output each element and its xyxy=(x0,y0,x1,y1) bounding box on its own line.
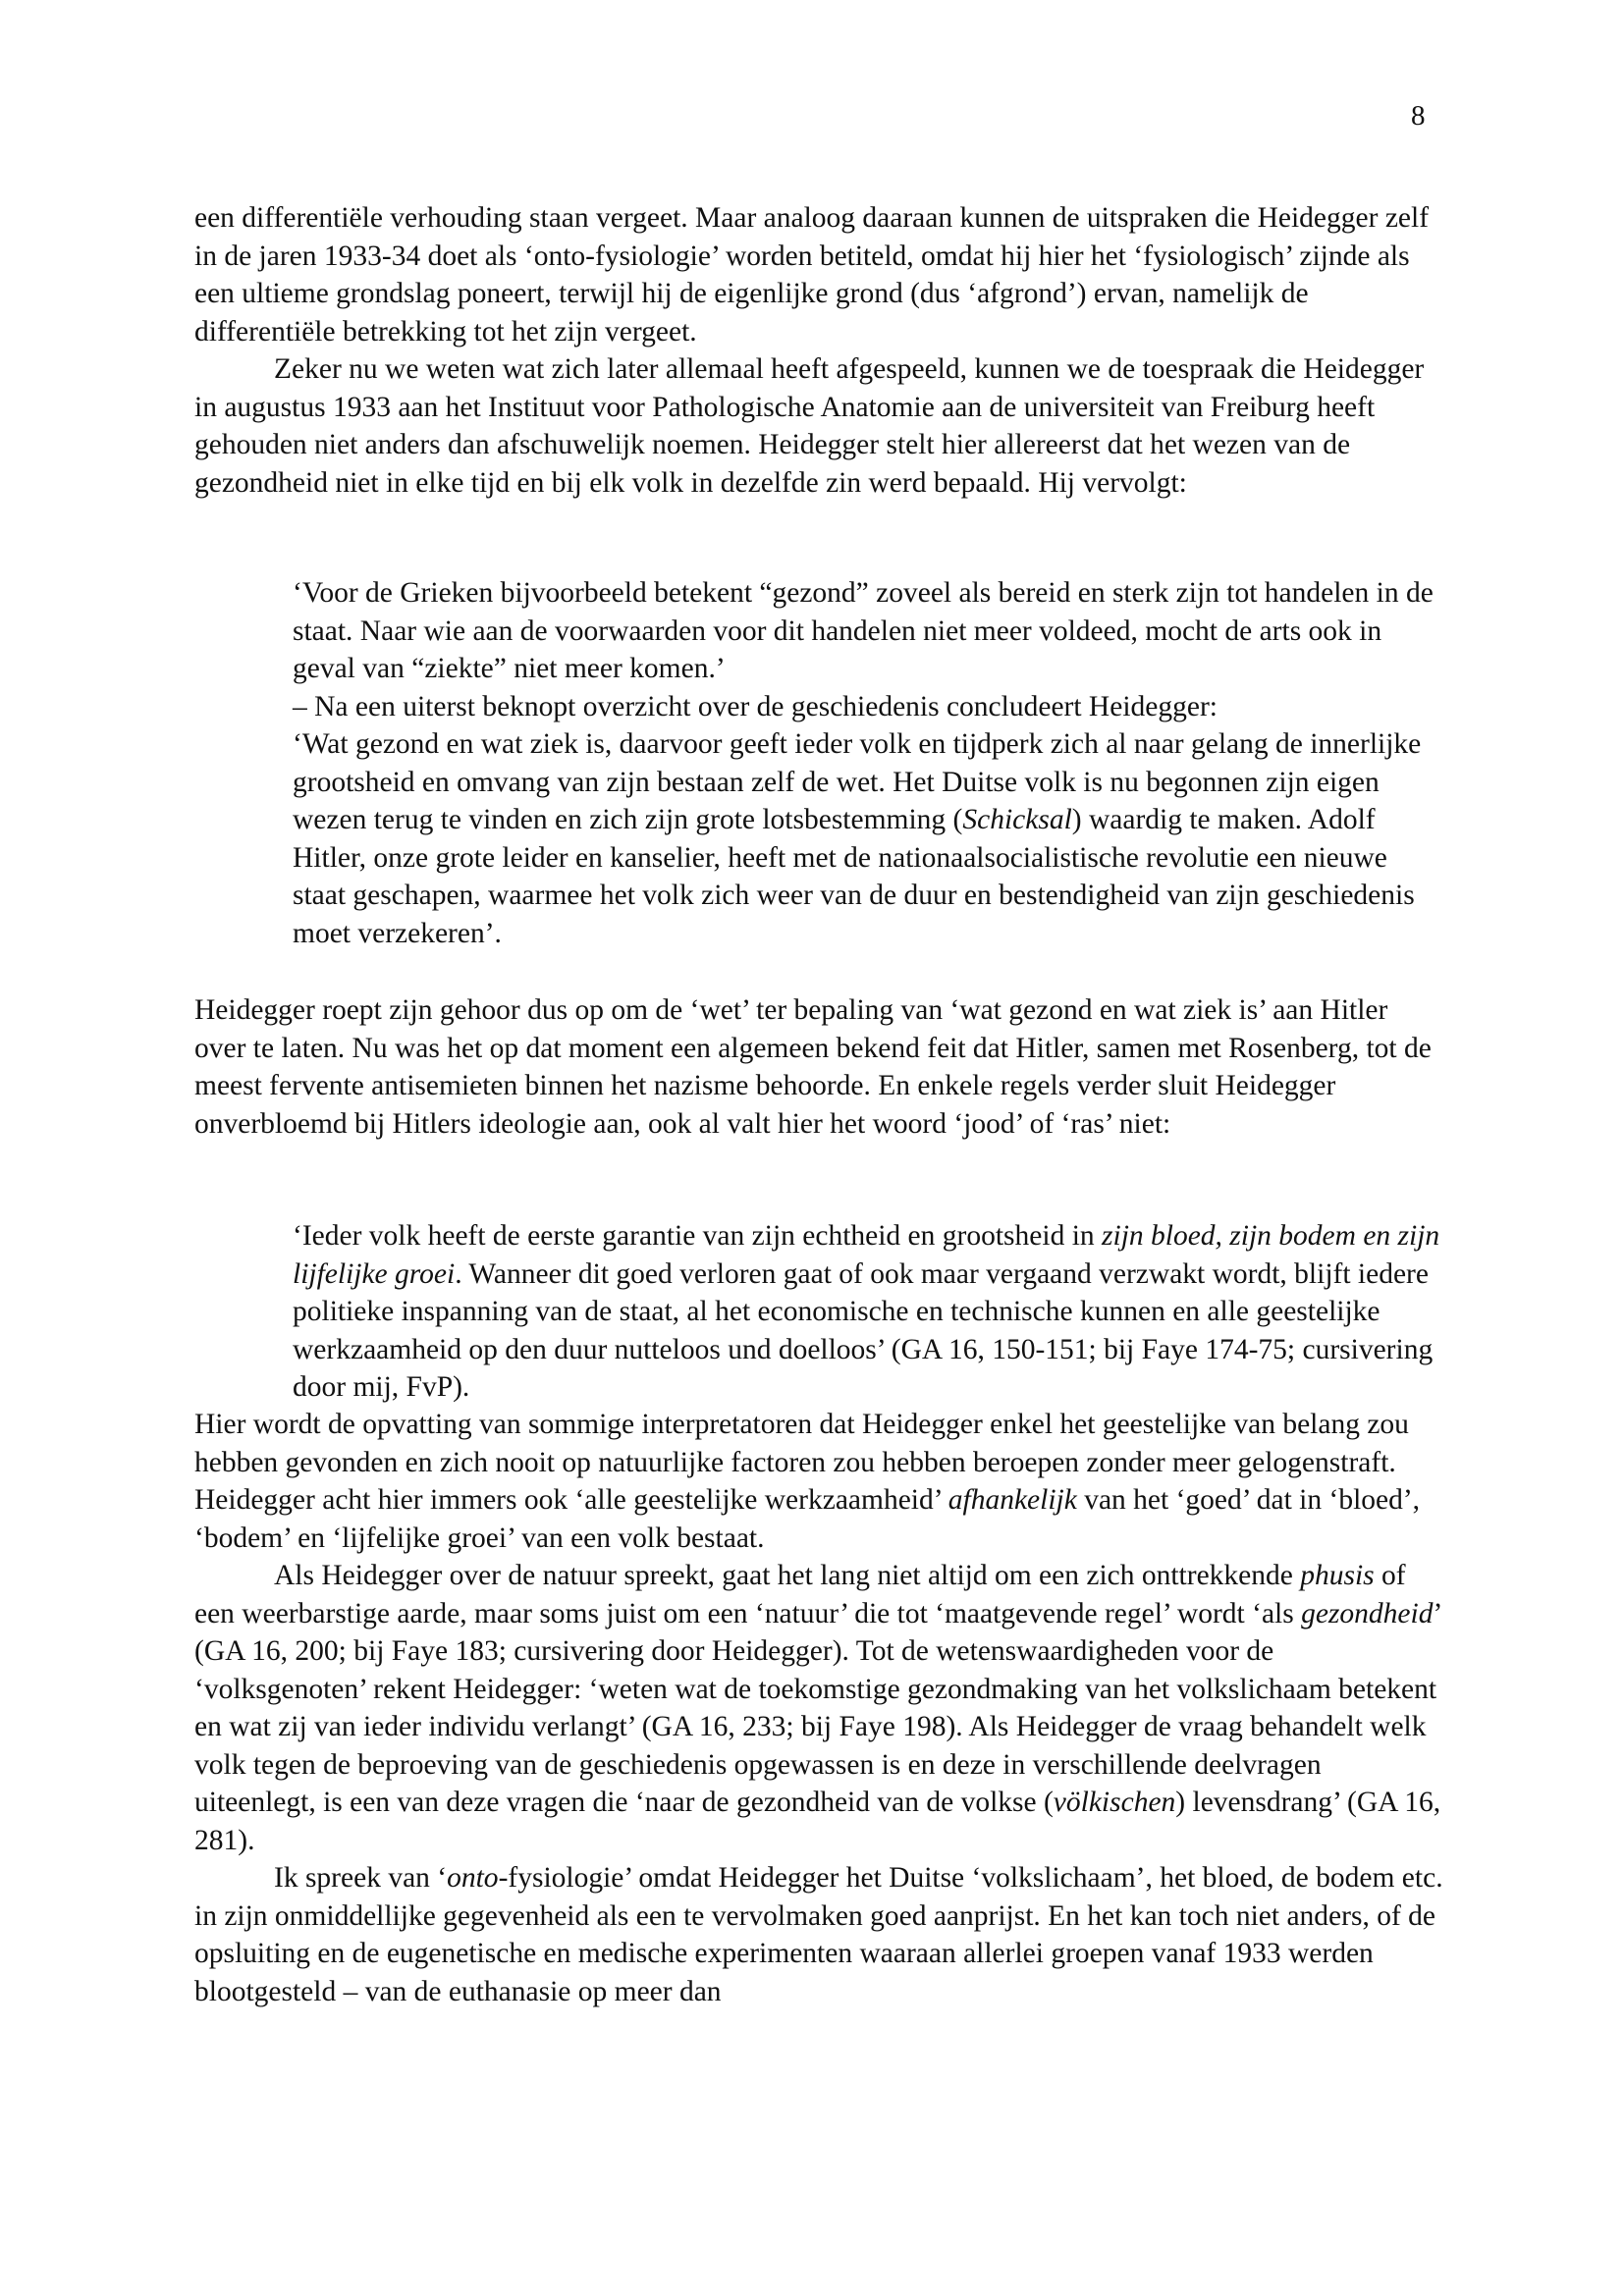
quote-paragraph xyxy=(293,725,1443,952)
quote-paragraph xyxy=(293,1217,1443,1407)
body-text-top xyxy=(194,199,1443,502)
text: ’ (GA 16, 200; bij Faye 183; cursivering door Heidegger). Tot de wetenswaardigheden voor de ‘volksgenoten’ rekent Heidegger: ‘weten wat de toekomstige gezondmaking van het volkslichaam betekent en wat zij van ieder individu verlangt’ (GA 16, 233; bij Faye 198). Als Heidegger de vraag behandelt welk volk tegen de beproeving van de geschiedenis opgewassen is en deze in verschillende deelvragen uiteenlegt, is een van deze vragen die ‘naar de gezondheid van de volkse ( xyxy=(194,1597,1441,1818)
text: Als Heidegger over de natuur spreekt, gaat het lang niet altijd om een zich onttrekkende xyxy=(274,1560,1301,1591)
text: van het ‘goed’ dat in ‘bloed’, ‘bodem’ en ‘lijfelijke groei’ van een volk bestaat. xyxy=(194,1484,1421,1554)
italic-term: onto xyxy=(447,1862,499,1894)
italic-term: Schicksal xyxy=(962,804,1072,835)
paragraph xyxy=(194,1859,1443,2010)
paragraph xyxy=(194,1406,1443,1557)
quote-paragraph: ‘Voor de Grieken bijvoorbeeld betekent “gezond” zoveel als bereid en sterk zijn tot handelen in de staat. Naar wie aan de voorwaarden voor dit handelen niet meer voldeed, mocht de arts ook in geval van “ziekte” niet meer komen.’ xyxy=(293,577,1434,684)
body-text-middle xyxy=(194,991,1443,1143)
paragraph: Heidegger roept zijn gehoor dus op om de ‘wet’ ter bepaling van ‘wat gezond en wat ziek is’ aan Hitler over te laten. Nu was het op dat moment een algemeen bekend feit dat Hitler, samen met Rosenberg, tot de meest fervente antisemieten binnen het nazisme behoorde. En enkele regels verder sluit Heidegger onverbloemd bij Hitlers ideologie aan, ook al valt hier het woord ‘jood’ of ‘ras’ niet: xyxy=(194,994,1432,1140)
block-quote-health xyxy=(293,574,1443,952)
text: -fysiologie’ omdat Heidegger het Duitse ‘volkslichaam’, het bloed, de bodem etc. in zijn onmiddellijke gegevenheid als een te vervolmaken goed aanprijst. En het kan toch niet anders, of de opsluiting en de eugenetische en medische experimenten waaraan allerlei groepen vanaf 1933 werden blootgesteld – van de euthanasie op meer dan xyxy=(194,1862,1443,2007)
quote-text: ‘Ieder volk heeft de eerste garantie van zijn echtheid en grootsheid in xyxy=(293,1220,1103,1252)
quote-paragraph: – Na een uiterst beknopt overzicht over de geschiedenis concludeert Heidegger: xyxy=(293,690,1218,722)
body-text-bottom xyxy=(194,1406,1443,2010)
text: Hier wordt de opvatting van sommige interpretatoren dat Heidegger enkel het geestelijke van belang zou hebben gevonden en zich nooit op natuurlijke factoren zou hebben beroepen zonder meer gelogenstraft. Heidegger acht hier immers ook ‘alle geestelijke werkzaamheid’ xyxy=(194,1409,1409,1516)
quote-text: ) waardig te maken. Adolf Hitler, onze grote leider en kanselier, heeft met de nationaalsocialistische revolutie een nieuwe staat geschapen, waarmee het volk zich weer van de duur en bestendigheid van zijn geschiedenis moet verzekeren’. xyxy=(293,804,1415,949)
italic-term: afhankelijk xyxy=(947,1484,1077,1516)
quote-text: ‘Wat gezond en wat ziek is, daarvoor geeft ieder volk en tijdperk zich al naar gelang de innerlijke grootsheid en omvang van zijn bestaan zelf de wet. Het Duitse volk is nu begonnen zijn eigen wezen terug te vinden en zich zijn grote lotsbestemming ( xyxy=(293,728,1422,835)
block-quote-blood-soil xyxy=(293,1217,1443,1407)
italic-term: gezondheid xyxy=(1301,1597,1434,1629)
text: of een weerbarstige aarde, maar soms juist om een ‘natuur’ die tot ‘maatgevende regel’ wordt ‘als xyxy=(194,1560,1406,1629)
page-number: 8 xyxy=(1411,100,1426,132)
quote-text: . Wanneer dit goed verloren gaat of ook maar vergaand verzwakt wordt, blijft iedere politieke inspanning van de staat, al het economische en technische kunnen en alle geestelijke werkzaamheid op den duur nutteloos und doelloos’ (GA 16, 150-151; bij Faye 174-75; cursivering door mij, FvP). xyxy=(293,1257,1434,1403)
italic-term: phusis xyxy=(1300,1560,1375,1591)
text: ) levensdrang’ (GA 16, 281). xyxy=(194,1787,1441,1856)
italic-term: völkischen xyxy=(1053,1787,1176,1818)
paragraph: een differentiële verhouding staan vergeet. Maar analoog daaraan kunnen de uitspraken die Heidegger zelf in de jaren 1933-34 doet als ‘onto-fysiologie’ worden betiteld, omdat hij hier het ‘fysiologisch’ zijnde als een ultieme grondslag poneert, terwijl hij de eigenlijke grond (dus ‘afgrond’) ervan, namelijk de differentiële betrekking tot het zijn vergeet. xyxy=(194,202,1430,347)
text: Ik spreek van ‘ xyxy=(274,1862,448,1894)
paragraph xyxy=(194,1557,1443,1859)
italic-term: zijn bloed, zijn bodem en zijn lijfelijke groei xyxy=(293,1220,1440,1290)
paragraph: Zeker nu we weten wat zich later allemaal heeft afgespeeld, kunnen we de toespraak die Heidegger in augustus 1933 aan het Instituut voor Pathologische Anatomie aan de universiteit van Freiburg heeft gehouden niet anders dan afschuwelijk noemen. Heidegger stelt hier allereerst dat het wezen van de gezondheid niet in elke tijd en bij elk volk in dezelfde zin werd bepaald. Hij vervolgt: xyxy=(194,353,1425,499)
